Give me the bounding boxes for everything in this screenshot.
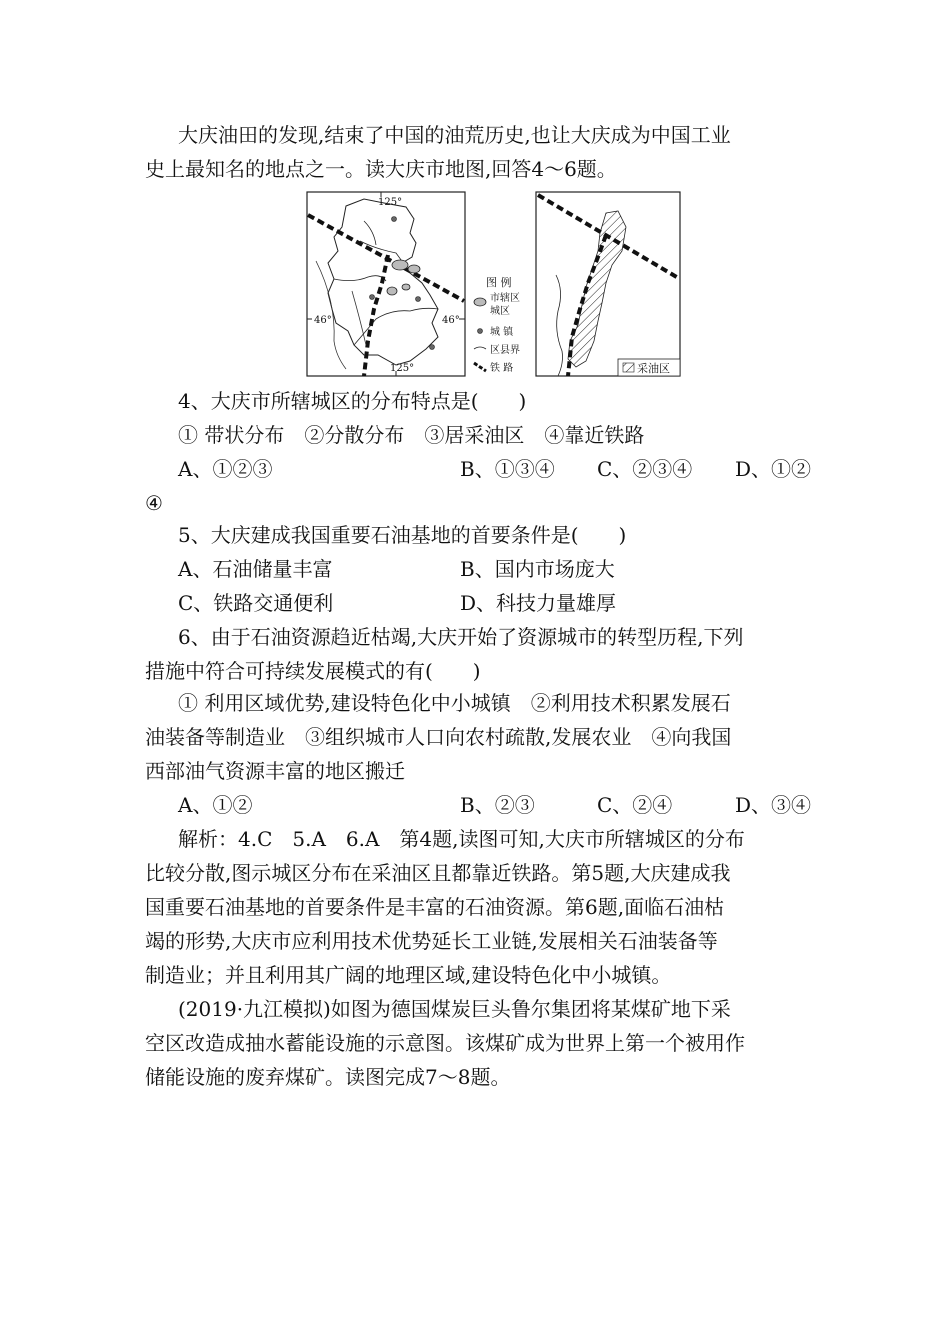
next-passage-line-1: (2019·九江模拟)如图为德国煤炭巨头鲁尔集团将某煤矿地下采 bbox=[178, 997, 731, 1021]
legend-boundary-symbol bbox=[474, 347, 486, 349]
q6-stem-1: 6、由于石油资源趋近枯竭,大庆开始了资源城市的转型历程,下列 bbox=[178, 625, 744, 649]
q5-option-a: A、石油储量丰富 bbox=[178, 557, 333, 581]
analysis-line-2: 比较分散,图示城区分布在采油区且都靠近铁路。第5题,大庆建成我 bbox=[145, 861, 731, 885]
q4-choices: ① 带状分布 ②分散分布 ③居采油区 ④靠近铁路 bbox=[178, 423, 645, 447]
legend-boundary-label: 区县界 bbox=[490, 345, 520, 356]
oil-extraction-area bbox=[568, 211, 626, 367]
right-boundary bbox=[556, 275, 563, 376]
lat-right-label: 46° bbox=[442, 315, 460, 326]
left-map-frame bbox=[307, 192, 465, 376]
q6-choices-1: ① 利用区域优势,建设特色化中小城镇 ②利用技术积累发展石 bbox=[178, 691, 731, 715]
lon-bottom-label: 125° bbox=[390, 363, 415, 374]
q6-option-a: A、①② bbox=[178, 793, 253, 817]
legend-town-symbol bbox=[478, 329, 483, 334]
right-legend-symbol bbox=[623, 363, 634, 372]
legend bbox=[474, 275, 520, 374]
q6-option-c: C、②④ bbox=[597, 793, 673, 817]
county-border-3 bbox=[354, 308, 438, 345]
q5-stem: 5、大庆建成我国重要石油基地的首要条件是( ) bbox=[178, 523, 627, 547]
q4-option-b: B、①③④ bbox=[460, 457, 555, 481]
legend-urban-label-2: 城区 bbox=[490, 306, 510, 317]
legend-railway-symbol bbox=[474, 363, 486, 371]
towns bbox=[370, 217, 435, 350]
county-border-2 bbox=[334, 276, 386, 281]
q5-option-b: B、国内市场庞大 bbox=[460, 557, 615, 581]
q6-option-d: D、③④ bbox=[735, 793, 812, 817]
analysis-line-3: 国重要石油基地的首要条件是丰富的石油资源。第6题,面临石油枯 bbox=[145, 895, 725, 919]
legend-urban-symbol bbox=[474, 298, 486, 306]
analysis-line-1: 解析：4.C 5.A 6.A 第4题,读图可知,大庆市所辖城区的分布 bbox=[178, 827, 745, 851]
q6-stem-2: 措施中符合可持续发展模式的有( ) bbox=[145, 659, 481, 683]
q6-option-b: B、②③ bbox=[460, 793, 535, 817]
analysis-line-5: 制造业；并且利用其广阔的地理区域,建设特色化中小城镇。 bbox=[145, 963, 672, 987]
maps-svg bbox=[306, 191, 682, 379]
q5-option-d: D、科技力量雄厚 bbox=[460, 591, 617, 615]
q4-stem: 4、大庆市所辖城区的分布特点是( ) bbox=[178, 389, 527, 413]
legend-railway-label: 铁 路 bbox=[490, 363, 514, 374]
right-legend-label: 采油区 bbox=[637, 362, 670, 375]
q4-option-d: D、①② bbox=[735, 457, 812, 481]
intro-line-2: 史上最知名的地点之一。读大庆市地图,回答4～6题。 bbox=[145, 157, 617, 181]
lat-left-label: 46° bbox=[314, 315, 332, 326]
analysis-line-4: 竭的形势,大庆市应利用技术优势延长工业链,发展相关石油装备等 bbox=[145, 929, 718, 953]
railway-vertical bbox=[364, 255, 388, 376]
q5-option-c: C、铁路交通便利 bbox=[178, 591, 334, 615]
q4-option-c: C、②③④ bbox=[597, 457, 693, 481]
q6-choices-3: 西部油气资源丰富的地区搬迁 bbox=[145, 759, 405, 783]
q6-choices-2: 油装备等制造业 ③组织城市人口向农村疏散,发展农业 ④向我国 bbox=[145, 725, 732, 749]
legend-town-label: 城 镇 bbox=[490, 327, 514, 338]
lon-top-label: 125° bbox=[378, 197, 403, 208]
q4-option-a: A、①②③ bbox=[178, 457, 273, 481]
legend-urban-label-1: 市辖区 bbox=[490, 293, 520, 304]
q4-option-d-continued: ④ bbox=[145, 491, 163, 515]
intro-line-1: 大庆油田的发现,结束了中国的油荒历史,也让大庆成为中国工业 bbox=[178, 123, 731, 147]
legend-title: 图 例 bbox=[486, 276, 512, 289]
daqing-maps-figure bbox=[306, 191, 682, 379]
next-passage-line-3: 储能设施的废弃煤矿。读图完成7～8题。 bbox=[145, 1065, 511, 1089]
river-2 bbox=[352, 291, 366, 345]
right-map bbox=[536, 192, 680, 376]
left-map bbox=[307, 192, 465, 376]
county-border-4 bbox=[364, 221, 376, 245]
next-passage-line-2: 空区改造成抽水蓄能设施的示意图。该煤矿成为世界上第一个被用作 bbox=[145, 1031, 745, 1055]
